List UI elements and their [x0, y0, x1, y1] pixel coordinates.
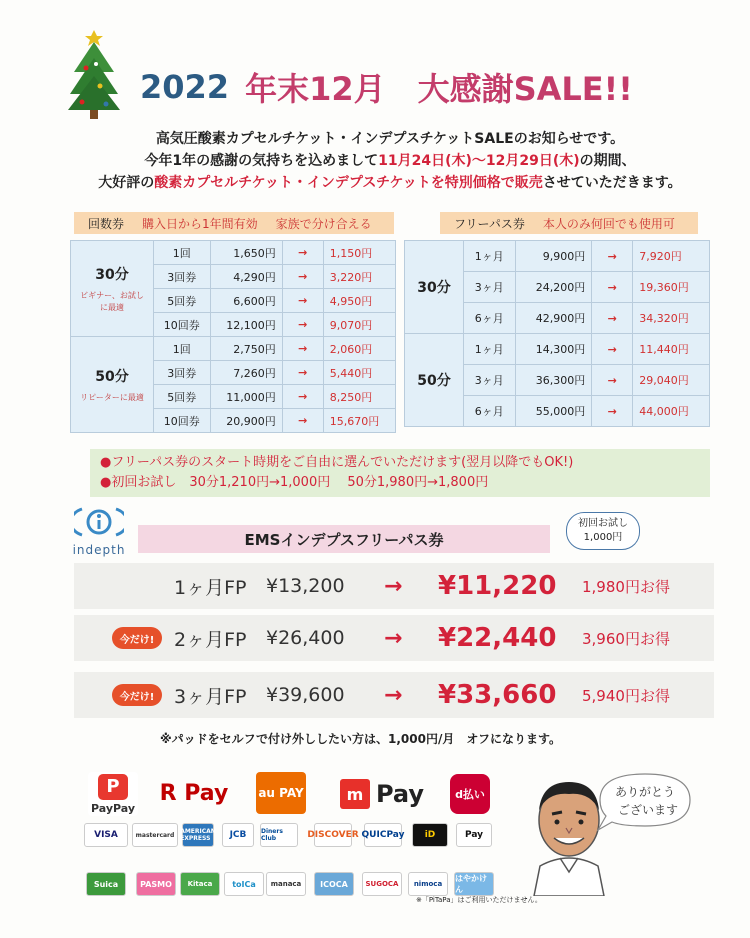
- card-logo: Diners Club: [260, 823, 298, 847]
- merpay-logo: m Pay: [334, 774, 430, 814]
- regular-price: 24,200円: [515, 272, 592, 303]
- bottom-note: ※「PiTaPa」はご利用いただけません。: [416, 896, 542, 904]
- ticket-type: 3回券: [154, 265, 211, 289]
- ticket-type: 3回券: [154, 361, 211, 385]
- intro-line-3c: させていただきます。: [542, 175, 682, 191]
- sale-price: 5,440円: [323, 361, 395, 385]
- saving-amount: 1,980円お得: [582, 577, 670, 596]
- ticket-type: 5回券: [154, 289, 211, 313]
- regular-price: 7,260円: [210, 361, 282, 385]
- sale-price: 11,440円: [633, 334, 710, 365]
- arrow-icon: →: [282, 241, 323, 265]
- freepass-group-label: [405, 334, 464, 427]
- kaisu-group-name: 30分: [95, 266, 129, 283]
- arrow-icon: →: [592, 365, 633, 396]
- arrow-icon: →: [592, 272, 633, 303]
- intro-period: 11月24日(木)〜12月29日(木): [378, 153, 580, 169]
- limited-badge: 今だけ!: [112, 684, 162, 706]
- freepass-group-label: [405, 241, 464, 334]
- regular-price: 14,300円: [515, 334, 592, 365]
- sale-price: 44,000円: [633, 396, 710, 427]
- thanks-bubble: [592, 770, 698, 832]
- ticket-type: 5回券: [154, 385, 211, 409]
- intro-line-3: [60, 172, 720, 192]
- arrow-icon: →: [282, 409, 323, 433]
- ic-card-logo: ICOCA: [314, 872, 354, 896]
- regular-price: 55,000円: [515, 396, 592, 427]
- arrow-icon: →: [592, 303, 633, 334]
- au-pay-logo: au PAY: [256, 772, 306, 814]
- intro-line-2: [60, 150, 720, 170]
- ticket-type: 1回: [154, 337, 211, 361]
- trial-bubble-line1: 初回お試し: [578, 518, 628, 529]
- intro-line-2c: の期間、: [579, 153, 636, 169]
- arrow-icon: →: [282, 265, 323, 289]
- intro-line-1: 高気圧酸素カプセルチケット・インデプスチケットSALEのお知らせです。: [155, 131, 625, 147]
- indepth-logo-text: indepth: [72, 543, 126, 557]
- notes-line-2: ●初回お試し 30分1,210円→1,000円 50分1,980円→1,800円: [100, 475, 489, 490]
- kaisu-row: [71, 241, 396, 265]
- card-logo: AMERICAN EXPRESS: [182, 823, 214, 847]
- sale-price: 2,060円: [323, 337, 395, 361]
- ticket-type: 10回券: [154, 313, 211, 337]
- ic-card-logo: PASMO: [136, 872, 176, 896]
- christmas-tree-icon: [68, 28, 120, 120]
- sale-price: 19,360円: [633, 272, 710, 303]
- plan-label: 2ヶ月FP: [174, 628, 247, 651]
- sale-price: ¥11,220: [438, 571, 557, 601]
- sale-price: 1,150円: [323, 241, 395, 265]
- page-title: [140, 62, 700, 112]
- trial-bubble: [566, 512, 640, 550]
- plan-label: 1ヶ月FP: [174, 576, 247, 599]
- notes-box: [90, 449, 710, 497]
- regular-price: 11,000円: [210, 385, 282, 409]
- kaisu-header-note2: 家族で分け合える: [275, 216, 372, 231]
- regular-price: 42,900円: [515, 303, 592, 334]
- plan-label: 3ヶ月FP: [174, 685, 247, 708]
- arrow-icon: →: [592, 241, 633, 272]
- sale-price: 4,950円: [323, 289, 395, 313]
- ticket-type: 1回: [154, 241, 211, 265]
- freepass-group-name: 50分: [417, 373, 451, 389]
- regular-price: 6,600円: [210, 289, 282, 313]
- ticket-type: 10回券: [154, 409, 211, 433]
- original-price: ¥26,400: [266, 627, 345, 649]
- freepass-group-name: 30分: [417, 280, 451, 296]
- sale-price: 9,070円: [323, 313, 395, 337]
- sale-price: 8,250円: [323, 385, 395, 409]
- card-logo: mastercard: [132, 823, 178, 847]
- ic-card-logo: SUGOCA: [362, 872, 402, 896]
- ic-card-logo: manaca: [266, 872, 306, 896]
- arrow-icon: →: [282, 337, 323, 361]
- freepass-header-note: 本人のみ何回でも使用可: [542, 216, 675, 231]
- freepass-header: [440, 212, 698, 234]
- saving-amount: 3,960円お得: [582, 629, 670, 648]
- paypay-logo: P PayPay: [88, 772, 138, 816]
- arrow-icon: →: [282, 313, 323, 337]
- arrow-icon: →: [384, 682, 403, 708]
- kaisu-header-label: 回数券: [88, 216, 125, 231]
- ic-card-logo: toICa: [224, 872, 264, 896]
- ticket-type: 6ヶ月: [464, 303, 516, 334]
- ticket-type: 3ヶ月: [464, 272, 516, 303]
- ems-title: EMSインデプスフリーパス券: [138, 525, 550, 553]
- regular-price: 1,650円: [210, 241, 282, 265]
- arrow-icon: →: [384, 625, 403, 651]
- sale-price: 15,670円: [323, 409, 395, 433]
- original-price: ¥39,600: [266, 684, 345, 706]
- ticket-type: 1ヶ月: [464, 334, 516, 365]
- regular-price: 4,290円: [210, 265, 282, 289]
- arrow-icon: →: [282, 385, 323, 409]
- d-barai-logo: d払い: [450, 774, 490, 814]
- title-main: 年末12月 大感謝SALE!!: [245, 70, 633, 108]
- sale-price: ¥22,440: [438, 623, 557, 653]
- original-price: ¥13,200: [266, 575, 345, 597]
- rakuten-pay-logo: R Pay: [159, 780, 229, 806]
- title-year: 2022: [140, 68, 230, 106]
- freepass-header-label: フリーパス券: [454, 216, 525, 231]
- card-logo: VISA: [84, 823, 128, 847]
- thanks-line2: ございます: [617, 803, 679, 817]
- ticket-type: 3ヶ月: [464, 365, 516, 396]
- saving-amount: 5,940円お得: [582, 686, 670, 705]
- kaisu-group-name: 50分: [95, 368, 129, 385]
- intro-line-3a: 大好評の: [98, 175, 155, 191]
- indepth-logo-icon: [74, 505, 124, 539]
- kaisu-group-sub: ビギナー、お試しに最適: [80, 290, 144, 312]
- arrow-icon: →: [592, 334, 633, 365]
- sale-price: 3,220円: [323, 265, 395, 289]
- ticket-type: 6ヶ月: [464, 396, 516, 427]
- ems-price-row: [74, 615, 714, 661]
- thanks-line1: ありがとう: [614, 785, 676, 799]
- ticket-type: 1ヶ月: [464, 241, 516, 272]
- freepass-row: [405, 241, 710, 272]
- intro-line-2a: 今年1年の感謝の気持ちを込めまして: [144, 153, 379, 169]
- ic-card-logo: はやかけん: [454, 872, 494, 896]
- notes-line-1: ●フリーパス券のスタート時期をご自由に選んでいただけます(翌月以降でもOK!): [100, 455, 574, 470]
- arrow-icon: →: [592, 396, 633, 427]
- indepth-logo: [64, 505, 134, 565]
- kaisu-group-label: [71, 241, 154, 337]
- regular-price: 9,900円: [515, 241, 592, 272]
- card-logo: JCB: [222, 823, 254, 847]
- kaisu-header: [74, 212, 394, 234]
- limited-badge: 今だけ!: [112, 627, 162, 649]
- regular-price: 12,100円: [210, 313, 282, 337]
- ic-card-logo: Suica: [86, 872, 126, 896]
- arrow-icon: →: [384, 573, 403, 599]
- kaisu-group-sub: リピーターに最適: [80, 392, 144, 402]
- sale-price: 7,920円: [633, 241, 710, 272]
- regular-price: 36,300円: [515, 365, 592, 396]
- ic-card-logo: nimoca: [408, 872, 448, 896]
- ems-price-row: [74, 563, 714, 609]
- freepass-table: [404, 240, 710, 427]
- arrow-icon: →: [282, 289, 323, 313]
- kaisu-table: [70, 240, 396, 433]
- ic-card-logo: Kitaca: [180, 872, 220, 896]
- card-logo: DISCOVER: [314, 823, 352, 847]
- paypay-label: PayPay: [90, 801, 136, 815]
- sale-price: 29,040円: [633, 365, 710, 396]
- trial-bubble-line2: 1,000円: [583, 532, 623, 543]
- ems-price-row: [74, 672, 714, 718]
- freepass-row: [405, 334, 710, 365]
- intro-highlight: 酸素カプセルチケット・インデプスチケットを特別価格で販売: [154, 175, 543, 191]
- regular-price: 2,750円: [210, 337, 282, 361]
- card-logo: Pay: [456, 823, 492, 847]
- kaisu-group-label: [71, 337, 154, 433]
- kaisu-header-note1: 購入日から1年間有効: [142, 216, 258, 231]
- ems-footnote: ※パッドをセルフで付け外ししたい方は、1,000円/月 オフになります。: [160, 732, 562, 746]
- arrow-icon: →: [282, 361, 323, 385]
- regular-price: 20,900円: [210, 409, 282, 433]
- kaisu-row: [71, 337, 396, 361]
- sale-price: ¥33,660: [438, 680, 557, 710]
- sale-price: 34,320円: [633, 303, 710, 334]
- merpay-label: Pay: [375, 780, 425, 808]
- card-logo: iD: [412, 823, 448, 847]
- card-logo: QUICPay: [364, 823, 402, 847]
